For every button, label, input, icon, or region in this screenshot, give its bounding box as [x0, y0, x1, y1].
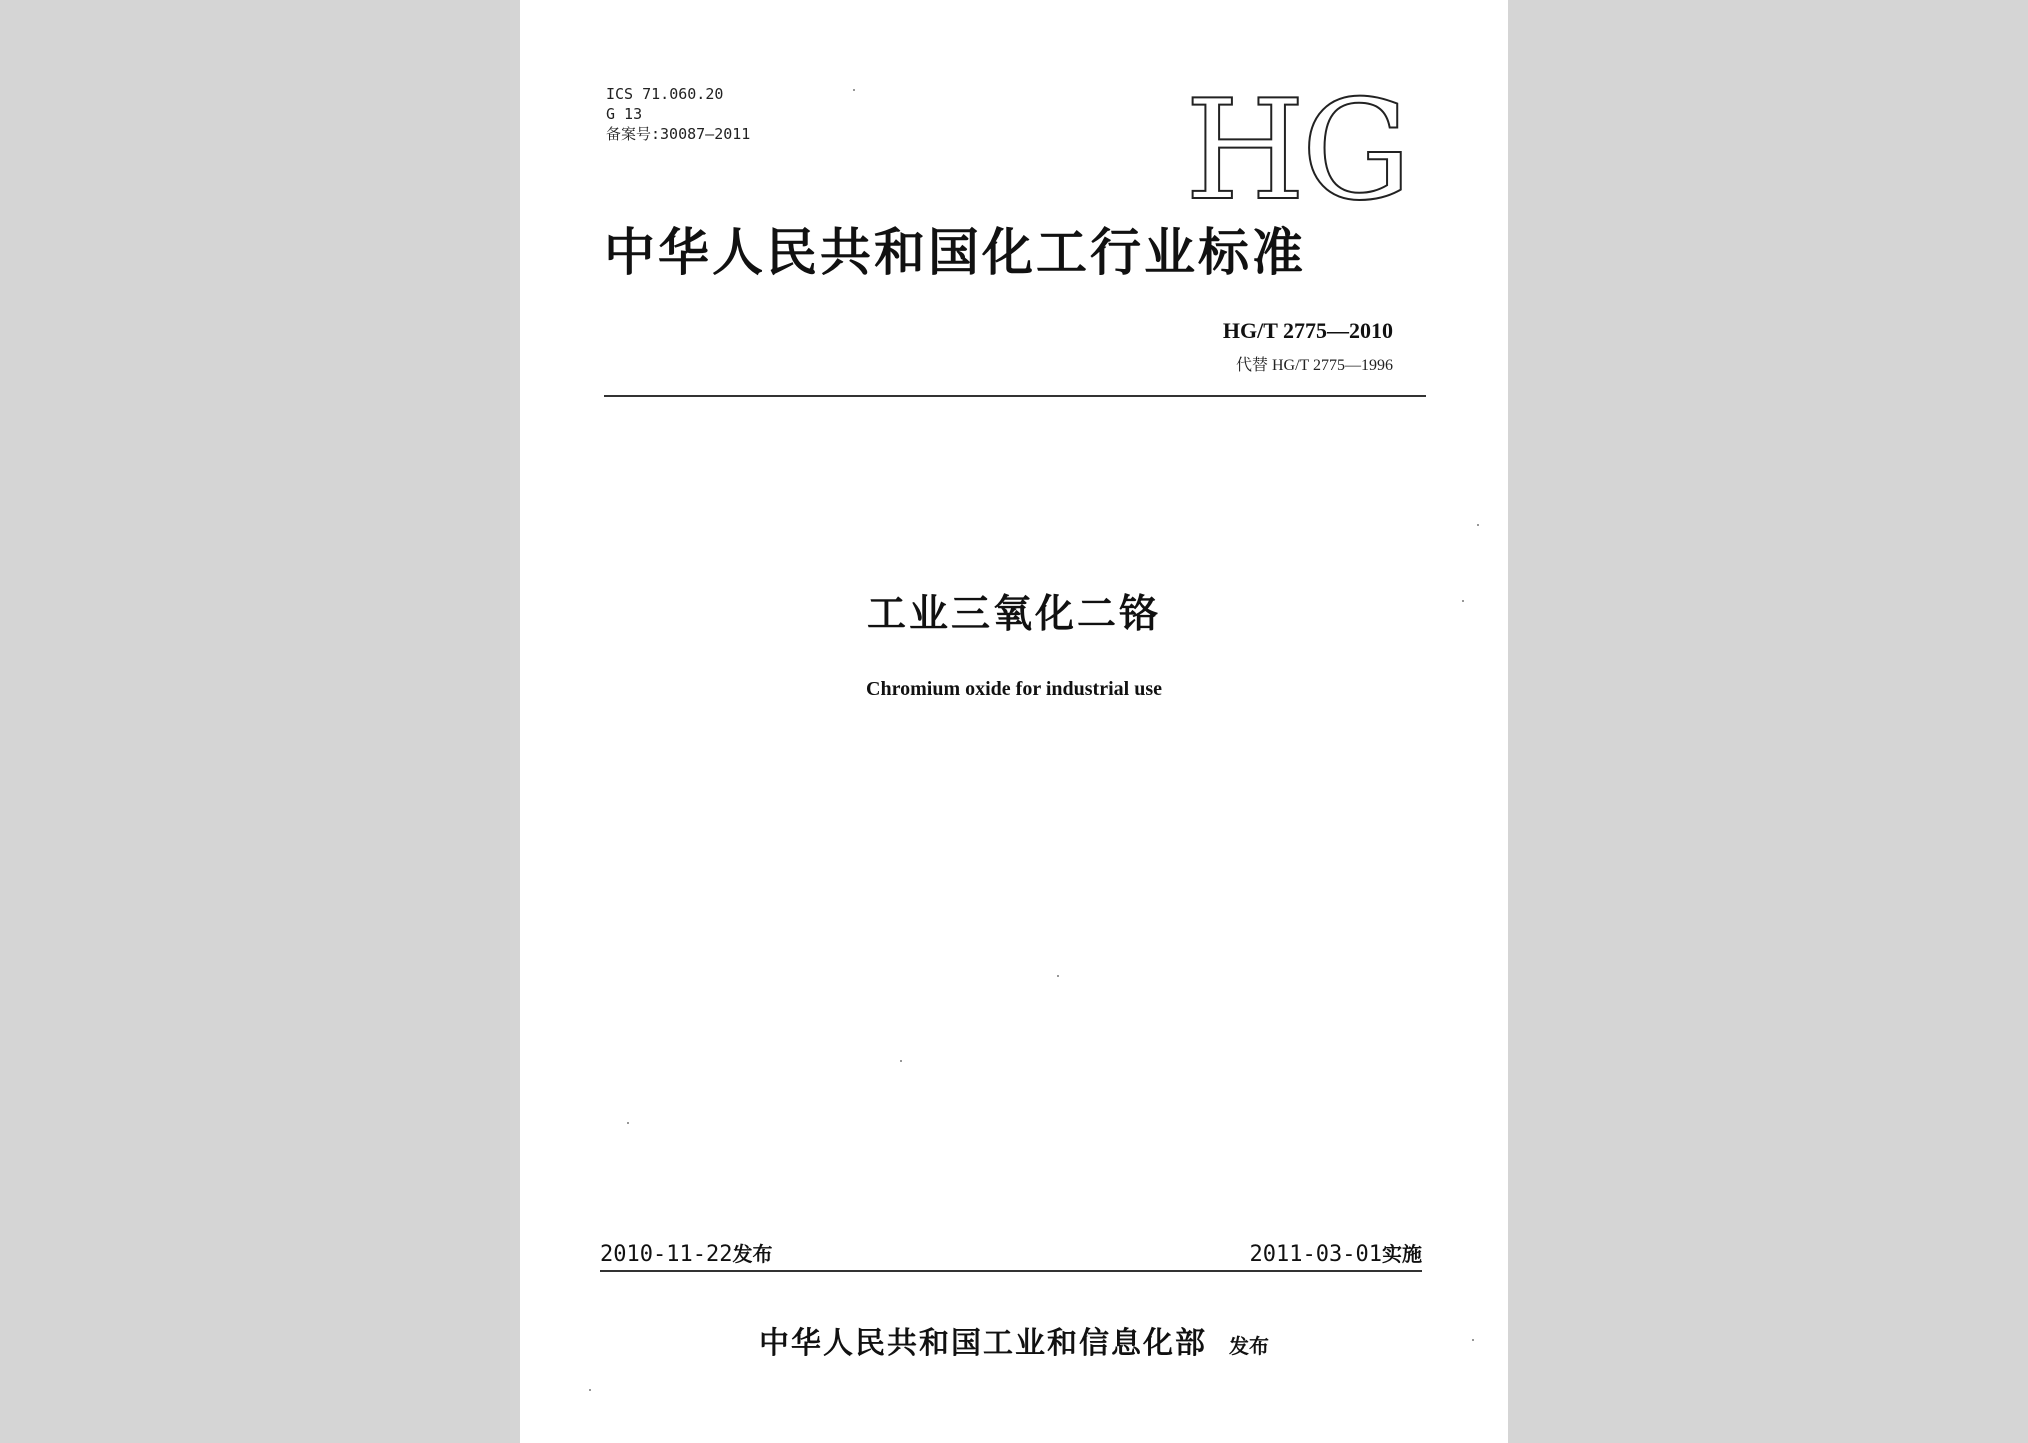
scan-speck: [1472, 1339, 1474, 1341]
scan-speck: [589, 1389, 591, 1391]
implement-label: 实施: [1382, 1242, 1422, 1266]
replaces-standard: 代替 HG/T 2775—1996: [1235, 357, 1393, 374]
ics-code: ICS 71.060.20: [606, 85, 724, 103]
standard-type-title: 中华人民共和国化工行业标准: [604, 223, 1307, 283]
publisher-line: [520, 1318, 1508, 1362]
document-title-cn: 工业三氧化二铬: [866, 592, 1161, 637]
footer-divider: [600, 1270, 1422, 1272]
date-row: [600, 1238, 1422, 1270]
implement-date-group: [1250, 1238, 1422, 1267]
scan-speck: [1477, 524, 1479, 526]
scan-speck: [853, 89, 855, 91]
ccs-code: G 13: [606, 105, 643, 123]
issue-label: 发布: [732, 1242, 773, 1266]
implement-date: 2011-03-01: [1249, 1242, 1382, 1267]
scan-speck: [900, 1060, 902, 1062]
header-divider: [604, 395, 1426, 397]
publisher-name: 中华人民共和国工业和信息化部: [759, 1326, 1207, 1361]
scan-speck: [1057, 975, 1059, 977]
publisher-action: 发布: [1229, 1334, 1269, 1358]
issue-date-group: [600, 1238, 772, 1267]
document-page: [520, 0, 1508, 1443]
scan-speck: [627, 1122, 629, 1124]
standard-number: HG/T 2775—2010: [1222, 318, 1393, 343]
scan-speck: [1462, 600, 1464, 602]
hg-logo: HG: [1185, 70, 1408, 231]
classification-block: [606, 84, 750, 144]
filing-number: 备案号:30087—2011: [606, 125, 751, 143]
document-title-en: Chromium oxide for industrial use: [866, 678, 1162, 700]
issue-date: 2010-11-22: [600, 1242, 733, 1267]
